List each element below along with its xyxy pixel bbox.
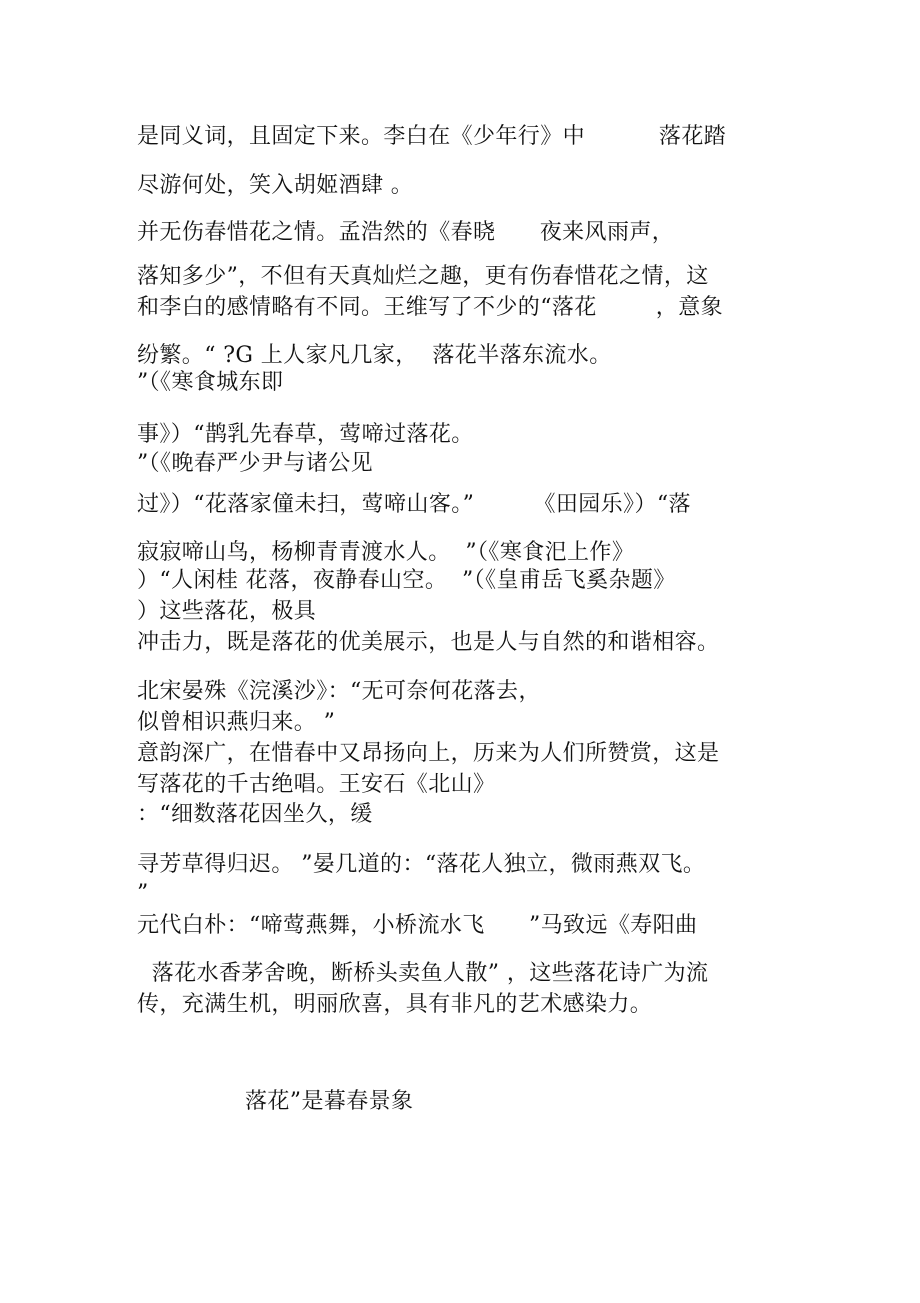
text-line-10: 过》）“花落家僮未扫，莺啼山客。” 《田园乐》）“落 bbox=[137, 492, 691, 517]
text-line-12: ）“人闲桂 花落，夜静春山空。 ”（《皇甫岳飞奚杂题》 bbox=[137, 568, 676, 593]
text-line-11: 寂寂啼山鸟，杨柳青青渡水人。 ”（《寒食汜上作》 bbox=[137, 540, 635, 565]
text-line-3: 并无伤春惜花之情。孟浩然的《春晓 夜来风雨声， bbox=[137, 220, 675, 245]
text-line-17: 意韵深广，在惜春中又昂扬向上，历来为人们所赞赏，这是 bbox=[137, 741, 720, 766]
text-line-5: 和李白的感情略有不同。王维写了不少的“落花 ，意象 bbox=[137, 295, 723, 320]
text-line-15: 北宋晏殊《浣溪沙》：“无可奈何花落去， bbox=[137, 679, 541, 704]
text-line-23: 落花水香茅舍晚，断桥头卖鱼人散” ，这些落花诗广为流 bbox=[137, 961, 709, 986]
text-line-9: ”（《晚春严少尹与诸公见 bbox=[137, 451, 374, 476]
text-line-20: 寻芳草得归迟。 ”晏几道的：“落花人独立，微雨燕双飞。 bbox=[137, 852, 706, 877]
text-line-6: 纷繁。“ ?G 上人家凡几家， 落花半落东流水。 bbox=[137, 343, 612, 368]
text-line-7: ”（《寒食城东即 bbox=[137, 370, 284, 395]
section-heading: 落花”是暮春景象 bbox=[245, 1089, 414, 1114]
text-line-13: ）这些落花，极具 bbox=[137, 599, 317, 624]
text-line-14: 冲击力，既是落花的优美展示，也是人与自然的和谐相容。 bbox=[137, 630, 720, 655]
text-line-18: 写落花的千古绝唱。王安石《北山》 bbox=[137, 772, 496, 797]
text-line-19: ：“细数落花因坐久，缓 bbox=[137, 802, 373, 827]
text-line-1: 是同义词，且固定下来。李白在《少年行》中 落花踏 bbox=[137, 124, 727, 149]
text-line-8: 事》）“鹊乳先春草，莺啼过落花。 bbox=[137, 422, 474, 447]
text-line-24: 传，充满生机，明丽欣喜，具有非凡的艺术感染力。 bbox=[137, 992, 653, 1017]
text-line-2: 尽游何处，笑入胡姬酒肆 。 bbox=[137, 173, 414, 198]
text-line-21: ” bbox=[137, 881, 149, 906]
text-line-22: 元代白朴：“啼莺燕舞，小桥流水飞 ”马致远《寿阳曲 bbox=[137, 913, 698, 938]
text-line-16: 似曾相识燕归来。 ” bbox=[137, 710, 336, 735]
text-line-4: 落知多少”，不但有天真灿烂之趣，更有伤春惜花之情，这 bbox=[137, 264, 709, 289]
